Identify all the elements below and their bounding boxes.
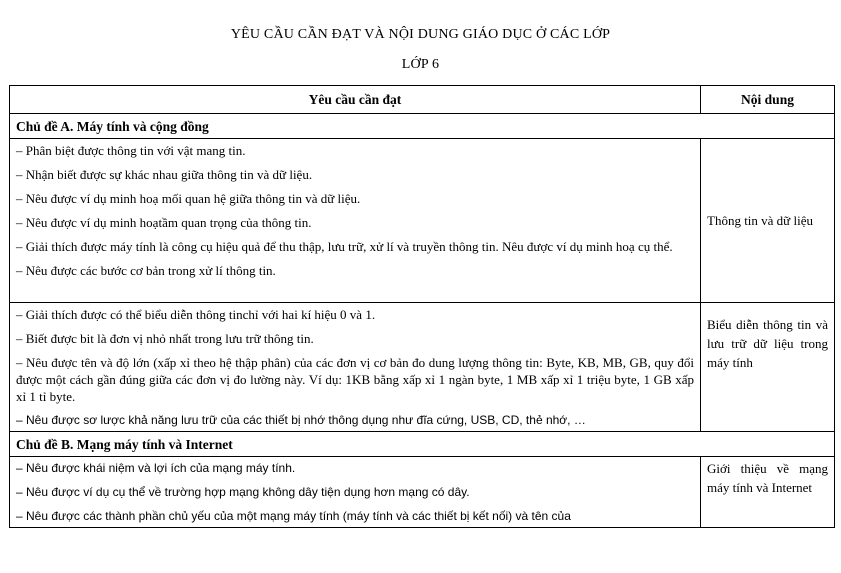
header-row (10, 86, 835, 114)
content-header: Nội dung (701, 86, 835, 114)
requirement-line: – Nêu được sơ lược khả năng lưu trữ của các thiết bị nhớ thông dụng như đĩa cứng, USB, CD, thẻ nhớ, … (16, 413, 586, 427)
requirement-line: – Nhận biết được sự khác nhau giữa thông tin và dữ liệu. (16, 167, 313, 182)
content-cell: Giới thiệu về mạng máy tính và Internet (701, 457, 835, 528)
requirement-line: – Nêu được khái niệm và lợi ích của mạng máy tính. (16, 461, 296, 475)
requirements-header: Yêu cầu cần đạt (10, 86, 701, 114)
requirement-line: – Nêu được các bước cơ bản trong xử lí thông tin. (16, 263, 276, 278)
requirement-line: – Nêu được ví dụ minh hoạtầm quan trọng của thông tin. (16, 215, 312, 230)
topic-row-b (10, 432, 835, 457)
content-cell: Biểu diễn thông tin và lưu trữ dữ liệu trong máy tính (701, 303, 835, 432)
table-row (10, 303, 835, 432)
content-cell: Thông tin và dữ liệu (701, 139, 835, 303)
requirements-cell (10, 139, 701, 303)
requirement-line: – Nêu được ví dụ minh hoạ mối quan hệ giữa thông tin và dữ liệu. (16, 191, 361, 206)
requirement-line: – Nêu được các thành phần chủ yếu của một mạng máy tính (máy tính và các thiết bị kết nối) và tên của (16, 509, 571, 523)
requirement-line: – Giải thích được có thể biểu diễn thông tinchỉ với hai kí hiệu 0 và 1. (16, 307, 376, 322)
grade-title: LỚP 6 (401, 57, 440, 72)
table-row (10, 139, 835, 303)
requirements-cell (10, 457, 701, 528)
topic-row-a (10, 114, 835, 139)
document-title: YÊU CẦU CẦN ĐẠT VÀ NỘI DUNG GIÁO DỤC Ở CÁC LỚP (230, 27, 611, 42)
requirement-line: – Giải thích được máy tính là công cụ hiệu quả để thu thập, lưu trữ, xử lí và truyền thông tin. Nêu được ví dụ minh hoạ cụ thể. (16, 239, 673, 254)
requirements-cell (10, 303, 701, 432)
table-row (10, 457, 835, 528)
requirement-line: – Nêu được ví dụ cụ thể về trường hợp mạng không dây tiện dụng hơn mạng có dây. (16, 485, 470, 499)
requirement-line: – Phân biệt được thông tin với vật mang tin. (16, 143, 246, 158)
requirement-line: – Biết được bit là đơn vị nhỏ nhất trong lưu trữ thông tin. (16, 331, 314, 346)
topic-a-label: Chủ đề A. Máy tính và cộng đồng (10, 114, 835, 139)
requirement-line: – Nêu được tên và độ lớn (xấp xỉ theo hệ thập phân) của các đơn vị cơ bản đo dung lượng thông tin: Byte, KB, MB, GB, quy đổi được một cách gần đúng giữa các đơn vị đo lường này. Ví dụ: 1KB bằng xấp xỉ 1 ngàn byte, 1 MB xấp xỉ 1 triệu byte, 1 GB xấp xỉ 1 tỉ byte. (16, 355, 694, 404)
curriculum-table (9, 85, 835, 528)
topic-b-label: Chủ đề B. Mạng máy tính và Internet (10, 432, 835, 457)
